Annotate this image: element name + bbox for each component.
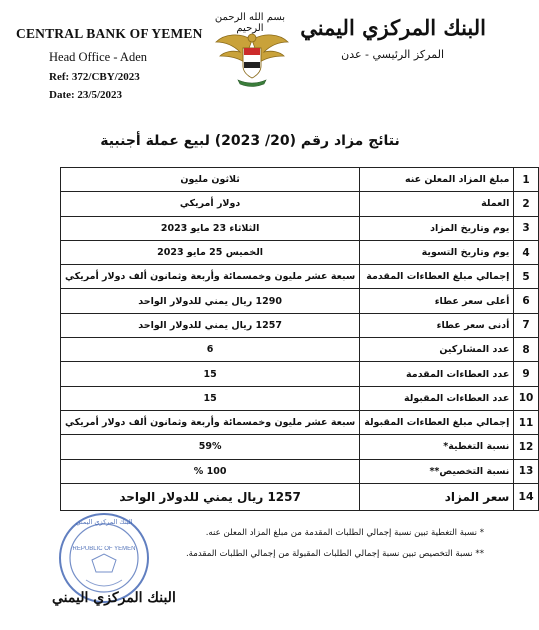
table-row — [61, 362, 539, 386]
row-label: إجمالي مبلغ العطاءات المقبولة — [360, 410, 514, 434]
row-value: سبعة عشر مليون وخمسمائة وأربعة وثمانون ألف دولار أمريكي — [61, 265, 360, 289]
row-label: مبلغ المزاد المعلن عنه — [360, 168, 514, 192]
table-row — [61, 265, 539, 289]
footnote-allocation: ** نسبة التخصيص تبين نسبة إجمالي الطلبات المقبولة من إجمالي الطلبات المقدمة. — [185, 549, 484, 559]
row-label: عدد المشاركين — [360, 338, 514, 362]
table-row — [61, 313, 539, 337]
row-number: 1 — [514, 168, 538, 192]
footnote-coverage: * نسبة التغطية تبين نسبة إجمالي الطلبات المقدمة من مبلغ المزاد المعلن عنه. — [205, 528, 484, 538]
row-number: 8 — [514, 338, 538, 362]
table-row — [61, 459, 539, 483]
row-value: 1290 ريال يمني للدولار الواحد — [61, 289, 360, 313]
table-row — [61, 483, 539, 510]
row-number: 7 — [514, 313, 538, 337]
row-value: الثلاثاء 23 مايو 2023 — [61, 216, 360, 240]
document-title: نتائج مزاد رقم (20/ 2023) لبيع عملة أجنبية — [100, 133, 400, 149]
row-value: 59% — [61, 435, 360, 459]
office-en: Head Office - Aden — [49, 50, 147, 64]
row-value: 1257 ريال يمني للدولار الواحد — [61, 313, 360, 337]
bank-name-ar: البنك المركزي اليمني — [300, 15, 486, 40]
row-value: الخميس 25 مايو 2023 — [61, 240, 360, 264]
basmala: بسم الله الرحمن الرحيم — [214, 12, 286, 34]
row-number: 9 — [514, 362, 538, 386]
row-value: دولار أمريكي — [61, 192, 360, 216]
row-value: سبعة عشر مليون وخمسمائة وأربعة وثمانون ألف دولار أمريكي — [61, 410, 360, 434]
row-label: يوم وتاريخ المزاد — [360, 216, 514, 240]
row-label: يوم وتاريخ التسوية — [360, 240, 514, 264]
row-number: 13 — [514, 459, 538, 483]
row-value: ثلاثون مليون — [61, 168, 360, 192]
row-value: 15 — [61, 386, 360, 410]
row-number: 2 — [514, 192, 538, 216]
row-number: 14 — [514, 483, 538, 510]
row-value: 1257 ريال يمني للدولار الواحد — [61, 483, 360, 510]
table-row — [61, 410, 539, 434]
row-number: 12 — [514, 435, 538, 459]
row-label: سعر المزاد — [360, 483, 514, 510]
reference-number: Ref: 372/CBY/2023 — [49, 71, 140, 83]
stamp-text-top: البنك المركزي اليمني — [75, 518, 133, 526]
signature-text: البنك المركزي اليمني — [52, 590, 176, 606]
row-number: 5 — [514, 265, 538, 289]
table-row — [61, 192, 539, 216]
row-label: العملة — [360, 192, 514, 216]
table-row — [61, 435, 539, 459]
bank-name-en: CENTRAL BANK OF YEMEN — [16, 26, 203, 41]
document-date: Date: 23/5/2023 — [49, 89, 123, 101]
row-label: عدد العطاءات المقبولة — [360, 386, 514, 410]
yemen-eagle-emblem-icon — [212, 26, 292, 90]
row-label: أعلى سعر عطاء — [360, 289, 514, 313]
office-ar: المركز الرئيسي - عدن — [341, 48, 444, 61]
row-label: إجمالي مبلغ العطاءات المقدمة — [360, 265, 514, 289]
table-row — [61, 289, 539, 313]
table-row — [61, 240, 539, 264]
table-row — [61, 168, 539, 192]
row-number: 10 — [514, 386, 538, 410]
row-number: 6 — [514, 289, 538, 313]
stamp-text-en: REPUBLIC OF YEMEN — [72, 546, 136, 552]
row-number: 3 — [514, 216, 538, 240]
row-value: 100 % — [61, 459, 360, 483]
row-number: 11 — [514, 410, 538, 434]
table-row — [61, 338, 539, 362]
row-value: 15 — [61, 362, 360, 386]
row-label: نسبة التخصيص** — [360, 459, 514, 483]
table-row — [61, 216, 539, 240]
table-row — [61, 386, 539, 410]
row-value: 6 — [61, 338, 360, 362]
auction-results-table — [60, 167, 539, 511]
row-label: عدد العطاءات المقدمة — [360, 362, 514, 386]
row-label: أدنى سعر عطاء — [360, 313, 514, 337]
row-label: نسبة التغطية* — [360, 435, 514, 459]
row-number: 4 — [514, 240, 538, 264]
